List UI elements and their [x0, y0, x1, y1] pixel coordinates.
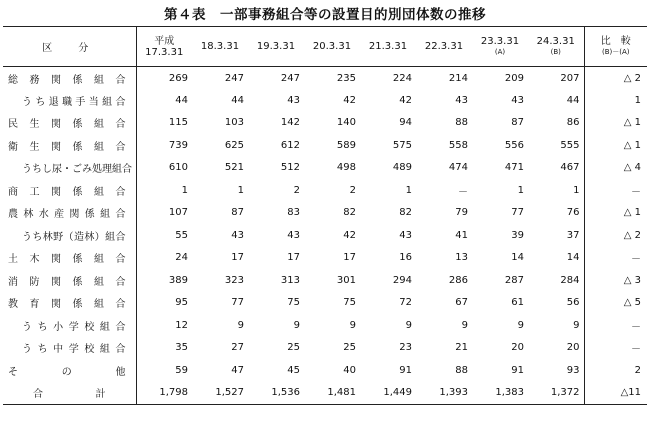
table-body: [3, 67, 647, 405]
header-date: 20.3.31: [312, 41, 352, 52]
value-cell: 9: [293, 319, 300, 331]
value-cell: 575: [392, 139, 412, 151]
row-label: 商工関係組合: [3, 179, 136, 202]
comparison-cell: △ 4: [584, 157, 647, 180]
value-cell: 42: [399, 94, 412, 106]
value-cell: 555: [560, 139, 580, 151]
value-cell: 610: [168, 162, 188, 174]
value-cell: 558: [448, 139, 468, 151]
value-cell: 55: [175, 229, 188, 241]
header-marker: (B): [550, 47, 561, 56]
value-cell: 75: [343, 297, 356, 309]
header-date: 22.3.31: [424, 41, 464, 52]
value-cell: 67: [455, 297, 468, 309]
value-cell: 44: [566, 94, 580, 106]
value-cell: 498: [336, 162, 356, 174]
value-cell: 91: [511, 364, 524, 376]
comparison-cell: －: [584, 337, 647, 360]
header-era: 平成: [154, 35, 175, 47]
value-cell: 27: [231, 342, 244, 354]
value-cell: 44: [231, 94, 244, 106]
value-cell: 87: [511, 117, 524, 129]
value-cell: 24: [175, 252, 188, 264]
table-row: [3, 292, 647, 315]
value-cell: 294: [392, 274, 412, 286]
value-cell: 14: [566, 252, 580, 264]
value-cell: 43: [511, 94, 524, 106]
comparison-cell: △ 1: [584, 112, 647, 135]
row-label: うち中学校組合: [3, 337, 136, 360]
comparison-cell: △ 2: [584, 224, 647, 247]
value-cell: 107: [168, 207, 188, 219]
row-label: 民生関係組合: [3, 112, 136, 135]
comparison-cell: △ 1: [584, 202, 647, 225]
header-comparison: [584, 27, 647, 67]
table-row: [3, 359, 647, 382]
value-cell: 20: [511, 342, 524, 354]
value-cell: 9: [461, 319, 468, 331]
value-cell: 467: [560, 162, 580, 174]
comparison-cell: 2: [584, 359, 647, 382]
value-cell: 79: [455, 207, 468, 219]
row-label: その他: [3, 359, 136, 382]
table-row: [3, 179, 647, 202]
table-row: [3, 67, 647, 90]
value-cell: 247: [280, 72, 300, 84]
value-cell: 40: [343, 364, 356, 376]
value-cell: 207: [560, 72, 580, 84]
value-cell: 389: [168, 274, 188, 286]
table-title: 第４表 一部事務組合等の設置目的別団体数の推移: [164, 7, 486, 23]
value-cell: 247: [224, 72, 244, 84]
value-cell: 471: [504, 162, 524, 174]
value-cell: 43: [399, 229, 412, 241]
value-cell: 2: [293, 184, 300, 196]
value-cell: 12: [175, 319, 188, 331]
value-cell: 83: [287, 207, 300, 219]
header-date: 23.3.31: [480, 35, 520, 47]
header-date: 19.3.31: [256, 41, 296, 52]
value-cell: 512: [280, 162, 300, 174]
value-cell: 1: [573, 184, 580, 196]
value-cell: 72: [399, 297, 412, 309]
header-marker: (A): [494, 47, 506, 56]
value-cell: 739: [168, 139, 188, 151]
header-comparison-title: 比 較: [600, 35, 631, 47]
value-cell: 2: [349, 184, 356, 196]
value-cell: 37: [566, 229, 580, 241]
row-label: 合計: [3, 382, 136, 405]
table-row: [3, 269, 647, 292]
row-label: 農林水産関係組合: [3, 202, 136, 225]
value-cell: 17: [343, 252, 356, 264]
value-cell: 43: [231, 229, 244, 241]
table-row: [3, 337, 647, 360]
value-cell: 39: [511, 229, 524, 241]
header-comparison-formula: (B)－(A): [601, 47, 630, 56]
comparison-cell: －: [584, 247, 647, 270]
comparison-cell: △ 1: [584, 134, 647, 157]
value-cell: 301: [336, 274, 356, 286]
value-cell: 1,536: [248, 382, 304, 405]
value-cell: 1: [517, 184, 524, 196]
table-row: [3, 224, 647, 247]
header-year: [136, 27, 192, 67]
value-cell: 61: [511, 297, 524, 309]
row-label: 衛生関係組合: [3, 134, 136, 157]
value-cell: 103: [224, 117, 244, 129]
value-cell: 94: [399, 117, 412, 129]
header-year: [360, 27, 416, 67]
row-label: うち林野（造林）組合: [3, 224, 136, 247]
header-category: 区 分: [3, 27, 136, 67]
value-cell: 115: [168, 117, 188, 129]
header-date: 18.3.31: [200, 41, 240, 52]
comparison-cell: △ 5: [584, 292, 647, 315]
value-cell: 23: [399, 342, 412, 354]
comparison-cell: －: [584, 179, 647, 202]
value-cell: 16: [399, 252, 412, 264]
value-cell: 284: [560, 274, 580, 286]
row-label: うち退職手当組合: [3, 89, 136, 112]
header-year: [416, 27, 472, 67]
value-cell: 474: [448, 162, 468, 174]
row-label: うちし尿・ごみ処理組合: [3, 157, 136, 180]
value-cell: 42: [343, 94, 356, 106]
value-cell: 209: [504, 72, 524, 84]
header-date: 17.3.31: [145, 46, 184, 58]
value-cell: 88: [455, 117, 468, 129]
value-cell: 235: [336, 72, 356, 84]
value-cell: 91: [399, 364, 412, 376]
value-cell: 489: [392, 162, 412, 174]
row-label: うち小学校組合: [3, 314, 136, 337]
value-cell: 9: [573, 319, 580, 331]
value-cell: 25: [343, 342, 356, 354]
value-cell: 521: [224, 162, 244, 174]
header-date: 21.3.31: [368, 41, 408, 52]
value-cell: 313: [280, 274, 300, 286]
value-cell: 47: [231, 364, 244, 376]
value-cell: 1,449: [360, 382, 416, 405]
value-cell: 77: [231, 297, 244, 309]
value-cell: 287: [504, 274, 524, 286]
value-cell: 77: [511, 207, 524, 219]
value-cell: 44: [175, 94, 188, 106]
value-cell: 75: [287, 297, 300, 309]
value-cell: 9: [517, 319, 524, 331]
value-cell: 1,383: [472, 382, 528, 405]
value-cell: 20: [566, 342, 580, 354]
value-cell: 95: [175, 297, 188, 309]
value-cell: 1: [405, 184, 412, 196]
comparison-cell: 1: [584, 89, 647, 112]
value-cell: 82: [343, 207, 356, 219]
header-year: [528, 27, 584, 67]
value-cell: 86: [566, 117, 580, 129]
header-year: [472, 27, 528, 67]
value-cell: 35: [175, 342, 188, 354]
value-cell: 14: [511, 252, 524, 264]
value-cell: 625: [224, 139, 244, 151]
comparison-cell: △ 3: [584, 269, 647, 292]
header-year: [304, 27, 360, 67]
header-row: [3, 27, 647, 67]
comparison-cell: △ 2: [584, 67, 647, 90]
value-cell: 41: [455, 229, 468, 241]
header-date: 24.3.31: [536, 35, 575, 47]
value-cell: 42: [343, 229, 356, 241]
value-cell: 88: [455, 364, 468, 376]
value-cell: 76: [566, 207, 580, 219]
value-cell: 17: [231, 252, 244, 264]
value-cell: 87: [231, 207, 244, 219]
value-cell: 142: [280, 117, 300, 129]
value-cell: 13: [455, 252, 468, 264]
comparison-cell: △11: [584, 382, 647, 405]
value-cell: 224: [392, 72, 412, 84]
table-row: [3, 89, 647, 112]
value-cell: 9: [405, 319, 412, 331]
header-year: [248, 27, 304, 67]
value-cell: 43: [287, 229, 300, 241]
value-cell: 21: [455, 342, 468, 354]
value-cell: 140: [336, 117, 356, 129]
comparison-cell: －: [584, 314, 647, 337]
value-cell: 56: [566, 297, 580, 309]
value-cell: 59: [175, 364, 188, 376]
value-cell: 1,527: [192, 382, 248, 405]
value-cell: 17: [287, 252, 300, 264]
value-cell: －: [458, 186, 468, 198]
value-cell: 43: [455, 94, 468, 106]
value-cell: 1: [237, 184, 244, 196]
table-row: [3, 112, 647, 135]
header-year: [192, 27, 248, 67]
value-cell: 214: [448, 72, 468, 84]
value-cell: 93: [566, 364, 580, 376]
value-cell: 612: [280, 139, 300, 151]
table-row: [3, 157, 647, 180]
value-cell: 1,372: [528, 382, 584, 405]
total-row: [3, 382, 647, 405]
table-row: [3, 134, 647, 157]
row-label: 土木関係組合: [3, 247, 136, 270]
table-row: [3, 247, 647, 270]
value-cell: 1,393: [416, 382, 472, 405]
row-label: 総務関係組合: [3, 67, 136, 90]
value-cell: 556: [504, 139, 524, 151]
data-table: [3, 26, 647, 405]
value-cell: 589: [336, 139, 356, 151]
value-cell: 286: [448, 274, 468, 286]
value-cell: 1,481: [304, 382, 360, 405]
value-cell: 9: [237, 319, 244, 331]
value-cell: 82: [399, 207, 412, 219]
table-row: [3, 202, 647, 225]
row-label: 消防関係組合: [3, 269, 136, 292]
value-cell: 25: [287, 342, 300, 354]
value-cell: 9: [349, 319, 356, 331]
row-label: 教育関係組合: [3, 292, 136, 315]
value-cell: 45: [287, 364, 300, 376]
value-cell: 323: [224, 274, 244, 286]
table-row: [3, 314, 647, 337]
value-cell: 43: [287, 94, 300, 106]
value-cell: 1,798: [136, 382, 192, 405]
value-cell: 1: [181, 184, 188, 196]
value-cell: 269: [168, 72, 188, 84]
